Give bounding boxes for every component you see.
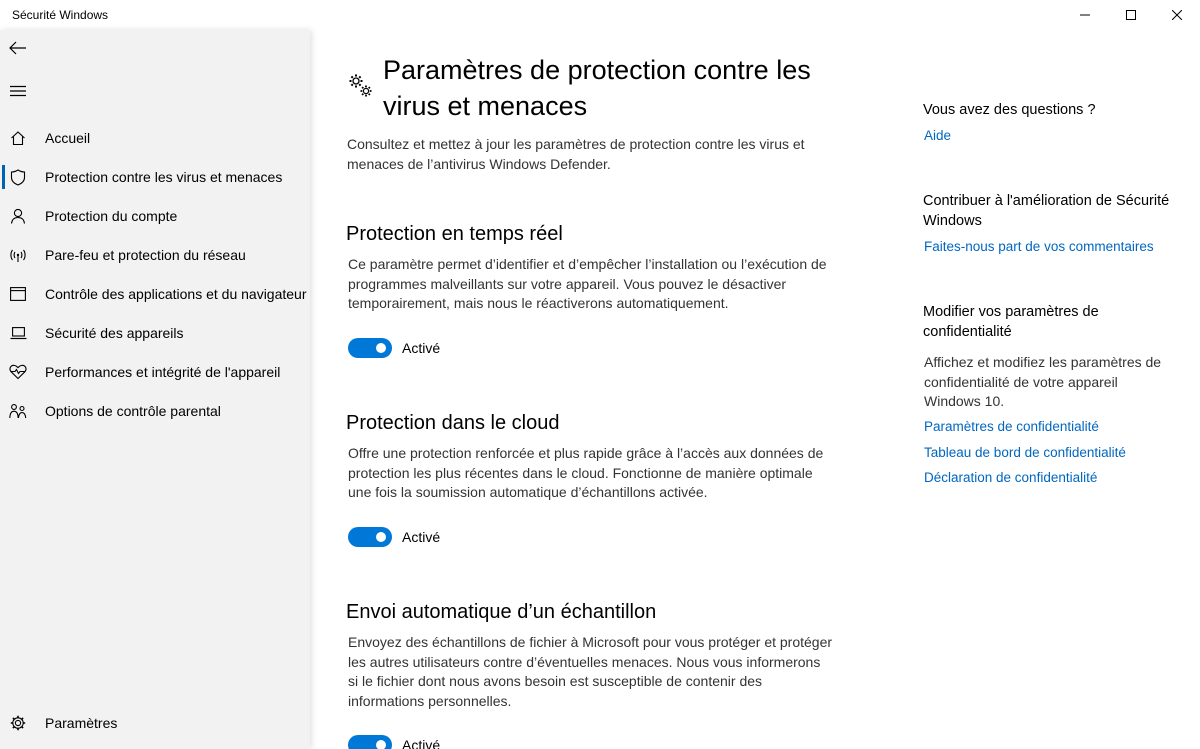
privacy-statement-link[interactable]: Déclaration de confidentialité [924, 470, 1098, 485]
selection-indicator [2, 165, 5, 189]
person-icon [9, 207, 27, 225]
help-link[interactable]: Aide [924, 128, 952, 143]
realtime-protection-description: Ce paramètre permet d’identifier et d’empêcher l’installation ou l’exécution de programmes malveillants sur votre appareil. Vous pouvez le désactiver temporairement, mais nous le réactiverons automatiquement. [348, 256, 827, 311]
questions-heading: Vous avez des questions ? [923, 102, 1096, 118]
cloud-protection-toggle[interactable] [348, 527, 392, 547]
sidebar-item-account-protection[interactable] [0, 197, 310, 235]
sidebar-item-label: Options de contrôle parental [45, 403, 221, 419]
heart-icon [9, 363, 27, 381]
sample-submission-description: Envoyez des échantillons de fichier à Microsoft pour vous protéger et protéger les autres utilisateurs contre d’éventuelles menaces. Nous vous informerons si le fichier dont nous avons besoin est susceptible de contenir des informations personnelles. [348, 634, 833, 709]
browser-window-icon [9, 285, 27, 303]
contribute-heading: Contribuer à l'amélioration de Sécurité Windows [923, 193, 1170, 229]
sidebar-item-label: Performances et intégrité de l'appareil [45, 364, 281, 380]
toggle-knob [376, 740, 386, 749]
sidebar [0, 30, 310, 749]
laptop-icon [9, 324, 27, 342]
close-button[interactable] [1154, 0, 1200, 30]
sample-submission-toggle[interactable] [348, 735, 392, 749]
realtime-protection-toggle-row [348, 338, 440, 358]
minimize-button[interactable] [1062, 0, 1108, 30]
hamburger-icon [10, 85, 26, 97]
sidebar-item-device-performance[interactable] [0, 353, 310, 391]
sidebar-item-virus-protection[interactable] [0, 158, 310, 196]
main-content [310, 30, 870, 749]
sidebar-item-label: Pare-feu et protection du réseau [45, 247, 246, 263]
family-icon [9, 402, 27, 420]
privacy-settings-link[interactable]: Paramètres de confidentialité [924, 419, 1099, 434]
sidebar-item-label: Paramètres [45, 715, 118, 731]
cloud-protection-heading: Protection dans le cloud [346, 412, 560, 434]
sidebar-item-label: Contrôle des applications et du navigateur [45, 286, 307, 302]
sidebar-item-firewall[interactable] [0, 236, 310, 274]
close-icon [1172, 10, 1182, 20]
maximize-button[interactable] [1108, 0, 1154, 30]
home-icon [9, 129, 27, 147]
page-intro: Consultez et mettez à jour les paramètres de protection contre les virus et menaces de l’antivirus Windows Defender. [347, 136, 805, 172]
cloud-protection-toggle-row [348, 527, 440, 547]
shield-icon [9, 168, 27, 186]
minimize-icon [1080, 10, 1090, 20]
sidebar-item-label: Sécurité des appareils [45, 325, 184, 341]
toggle-state-label: Activé [402, 340, 441, 356]
sidebar-item-device-security[interactable] [0, 314, 310, 352]
toggle-knob [376, 532, 386, 542]
privacy-description: Affichez et modifiez les paramètres de confidentialité de votre appareil Windows 10. [924, 354, 1162, 409]
page-title: Paramètres de protection contre les virus et menaces [383, 55, 811, 121]
wifi-icon [9, 246, 27, 264]
toggle-knob [376, 343, 386, 353]
sidebar-item-label: Protection contre les virus et menaces [45, 169, 283, 185]
privacy-dashboard-link[interactable]: Tableau de bord de confidentialité [924, 445, 1126, 460]
gears-icon [347, 72, 375, 100]
sidebar-item-label: Protection du compte [45, 208, 178, 224]
back-arrow-icon [9, 41, 27, 55]
maximize-icon [1126, 10, 1136, 20]
cloud-protection-description: Offre une protection renforcée et plus rapide grâce à l’accès aux données de protection les plus récentes dans le cloud. Fonctionne de manière optimale une fois la soumission automatique d’échantillons activée. [348, 445, 824, 500]
sample-submission-heading: Envoi automatique d’un échantillon [346, 601, 657, 623]
realtime-protection-toggle[interactable] [348, 338, 392, 358]
toggle-state-label: Activé [402, 529, 441, 545]
title-bar [0, 0, 1200, 30]
realtime-protection-heading: Protection en temps réel [346, 223, 563, 245]
privacy-heading: Modifier vos paramètres de confidentialité [923, 304, 1099, 340]
sidebar-item-label: Accueil [45, 130, 91, 146]
toggle-state-label: Activé [402, 737, 441, 749]
sidebar-item-app-browser-control[interactable] [0, 275, 310, 313]
back-button[interactable] [4, 34, 32, 62]
menu-button[interactable] [4, 77, 32, 105]
feedback-link[interactable]: Faites-nous part de vos commentaires [924, 239, 1154, 254]
sidebar-item-accueil[interactable] [0, 119, 310, 157]
gear-icon [9, 714, 27, 732]
sidebar-item-settings[interactable] [0, 704, 310, 742]
sample-submission-toggle-row [348, 735, 440, 749]
window-title: Sécurité Windows [12, 8, 109, 22]
sidebar-item-parental-control[interactable] [0, 392, 310, 430]
